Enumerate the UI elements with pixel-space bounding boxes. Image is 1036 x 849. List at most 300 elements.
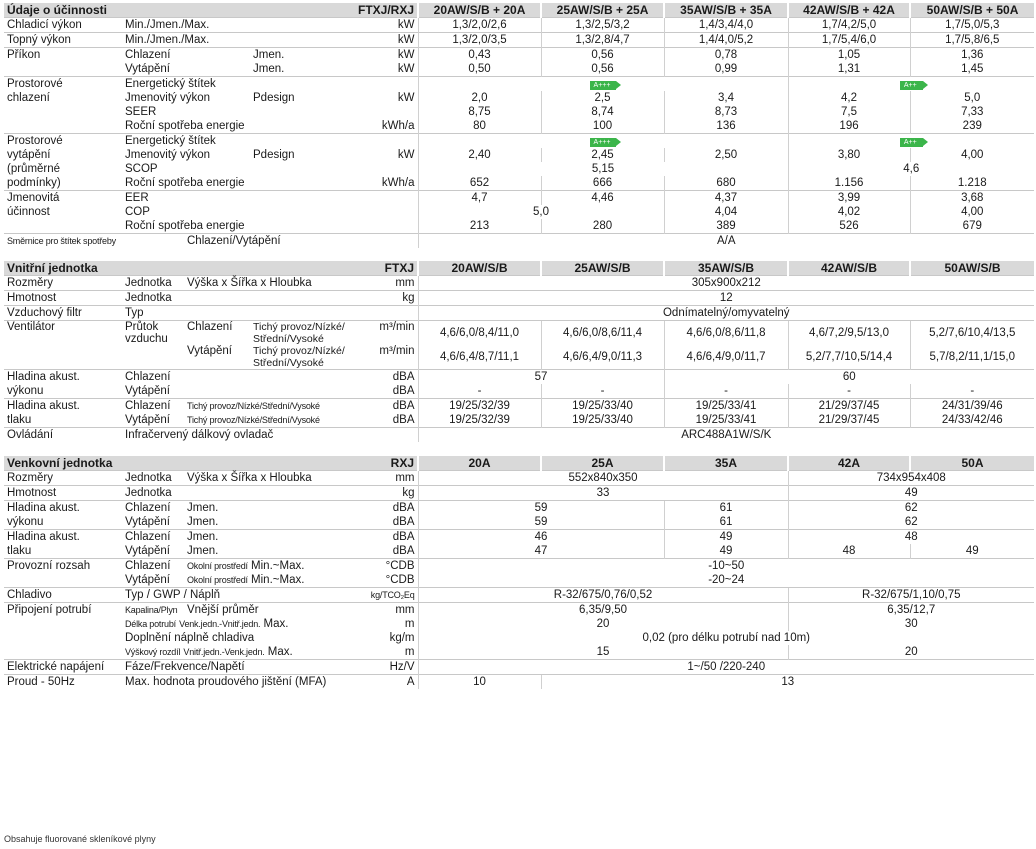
- cell: 1~/50 /220-240: [418, 659, 1034, 674]
- row-sub: Výškový rozdíl: [125, 646, 181, 657]
- row-label: účinnost: [7, 206, 50, 218]
- table-row: [4, 529, 1034, 544]
- row-label: Hladina akust.: [4, 500, 122, 515]
- cell: 48: [788, 529, 1034, 544]
- row-sub: Venk.jedn.-Vnitř.jedn.: [179, 618, 261, 629]
- cell: 0,56: [541, 48, 664, 63]
- table-row: [4, 77, 1034, 92]
- row-sub: Infračervený dálkový ovladač: [122, 428, 335, 443]
- cell: 0,43: [418, 48, 541, 63]
- unit: dBA: [335, 370, 418, 385]
- row-sub: [184, 558, 335, 573]
- energy-label-cell: [418, 134, 788, 149]
- row-label: Vzduchový filtr: [4, 306, 122, 321]
- cell: 100: [541, 119, 664, 134]
- row-sub: Vnitř.jedn.-Venk.jedn.: [183, 646, 265, 657]
- row-sub: Délka potrubí: [125, 618, 176, 629]
- cell: 4,6/6,0/8,6/11,4: [541, 321, 664, 346]
- cell: 5,2/7,6/10,4/13,5: [910, 321, 1034, 346]
- unit: kW: [397, 149, 415, 161]
- cell: 280: [541, 219, 664, 234]
- model-col: 35A: [664, 456, 788, 471]
- cell: 2,50: [664, 148, 788, 162]
- row-label: Prostorové: [4, 134, 122, 149]
- model-col: 42AW/S/B: [788, 261, 910, 276]
- row-sub: Střední/Vysoké: [253, 357, 324, 370]
- cell: A/A: [418, 234, 1034, 249]
- cell: R-32/675/0,76/0,52: [418, 587, 788, 602]
- row-sub: Kapalina/Plyn: [122, 602, 184, 617]
- unit: m: [404, 645, 415, 658]
- cell: 20: [418, 617, 788, 631]
- row-sub: COP: [125, 206, 150, 218]
- unit: dBA: [392, 515, 415, 528]
- cell: -20~24: [418, 573, 1034, 588]
- cell: 46: [418, 529, 664, 544]
- row-label: Proud - 50Hz: [4, 674, 122, 689]
- unit: A: [335, 674, 418, 689]
- cell: 62: [788, 500, 1034, 515]
- unit: Hz/V: [335, 659, 418, 674]
- model-col: 42A: [788, 456, 910, 471]
- cell: -: [418, 384, 541, 399]
- row-sub: Jednotka: [122, 470, 184, 485]
- row-sub: Max.: [263, 617, 289, 630]
- row-sub: Typ / GWP / Náplň: [122, 587, 335, 602]
- row-sub: Vytápění: [125, 385, 170, 398]
- cell: 4,6/6,4/9,0/11,7: [664, 345, 788, 370]
- cell: 4,7: [418, 191, 541, 206]
- cell: 8,73: [664, 105, 788, 119]
- energy-class-badge: A+++: [590, 81, 617, 90]
- cell: 679: [910, 219, 1034, 234]
- row-sub: Jmen.: [253, 63, 285, 75]
- cell: 1,4/4,0/5,2: [664, 33, 788, 48]
- cell: 49: [664, 544, 788, 559]
- cell: 60: [664, 370, 1034, 385]
- row-sub: Výška x Šířka x Hloubka: [184, 276, 335, 291]
- row-sub: [250, 345, 345, 370]
- row-label: Topný výkon: [4, 33, 122, 48]
- section-title: Venkovní jednotka: [4, 456, 335, 471]
- cell: 20: [788, 645, 1034, 660]
- cell: 2,45: [541, 148, 664, 162]
- row-label: Hmotnost: [4, 485, 122, 500]
- cell: 4,6/7,2/9,5/13,0: [788, 321, 910, 346]
- table-row: [4, 515, 1034, 530]
- unit: dBA: [335, 399, 418, 414]
- table-row: [4, 119, 1034, 134]
- unit: kW: [335, 18, 418, 33]
- unit: kW: [335, 33, 418, 48]
- cell: 48: [788, 544, 910, 559]
- cell: 6,35/9,50: [418, 602, 788, 617]
- table-row: [4, 645, 1034, 660]
- row-sub: Doplnění náplně chladiva: [125, 631, 255, 644]
- cell: -10~50: [418, 558, 1034, 573]
- cell: 4,00: [910, 205, 1034, 219]
- model-col: 20A: [418, 456, 541, 471]
- energy-class-badge: A++: [900, 138, 923, 147]
- cell: 1,05: [788, 48, 910, 63]
- cell: 1,3/2,0/2,6: [418, 18, 541, 33]
- cell: 5,2/7,7/10,5/14,4: [788, 345, 910, 370]
- row-sub: Roční spotřeba energie: [125, 120, 245, 132]
- cell: 3,68: [910, 191, 1034, 206]
- row-sub: Chlazení: [122, 370, 335, 385]
- cell: 59: [418, 515, 664, 530]
- row-label: vytápění: [7, 149, 51, 161]
- table-row: [4, 321, 1034, 346]
- row-label: Příkon: [4, 48, 122, 63]
- table-row: [4, 62, 1034, 77]
- cell: 7,33: [910, 105, 1034, 119]
- table-row: [4, 33, 1034, 48]
- table-row: [4, 191, 1034, 206]
- unit: m: [404, 617, 415, 630]
- cell: 0,56: [541, 62, 664, 77]
- cell: 47: [418, 544, 664, 559]
- energy-label-cell: [788, 134, 1034, 149]
- cell: 8,74: [541, 105, 664, 119]
- cell: 24/33/42/46: [910, 413, 1034, 428]
- cell: ARC488A1W/S/K: [418, 428, 1034, 443]
- row-sub: [122, 645, 335, 660]
- cell: 239: [910, 119, 1034, 134]
- row-sub: Tichý provoz/Nízké/Střední/Vysoké: [187, 415, 320, 426]
- cell: 4,6: [788, 162, 1034, 176]
- cell: 1.156: [788, 176, 910, 191]
- row-sub: EER: [122, 191, 335, 206]
- cell: 4,6/6,0/8,6/11,8: [664, 321, 788, 346]
- cell: 734x954x408: [788, 470, 1034, 485]
- table-row: [4, 384, 1034, 399]
- unit: °CDB: [385, 573, 415, 586]
- unit: dBA: [392, 385, 415, 398]
- model-code: RXJ: [335, 456, 418, 471]
- row-label: výkonu: [7, 385, 44, 398]
- row-sub: Min./Jmen./Max.: [122, 18, 335, 33]
- row-label: Prostorové: [4, 77, 122, 92]
- unit: °CDB: [335, 558, 418, 573]
- row-label: Ovládání: [4, 428, 122, 443]
- row-label: (průměrné: [7, 163, 61, 175]
- row-sub: Chlazení: [122, 399, 184, 414]
- cell: 2,40: [418, 148, 541, 162]
- row-sub: SEER: [125, 106, 157, 118]
- table-row: [4, 148, 1034, 162]
- cell: 5,15: [418, 162, 788, 176]
- cell: 33: [418, 485, 788, 500]
- cell: 49: [788, 485, 1034, 500]
- cell: 1,36: [910, 48, 1034, 63]
- model-col: 25AW/S/B: [541, 261, 664, 276]
- unit: dBA: [335, 529, 418, 544]
- table-row: [4, 659, 1034, 674]
- unit: kW: [397, 92, 415, 104]
- cell: 4,02: [788, 205, 910, 219]
- table-row: [4, 134, 1034, 149]
- row-sub: Pdesign: [253, 92, 295, 104]
- cell: 10: [418, 674, 541, 689]
- table-row: [4, 306, 1034, 321]
- row-sub: [250, 321, 345, 346]
- row-sub: Chlazení: [122, 48, 184, 63]
- cell: 652: [418, 176, 541, 191]
- cell: 7,5: [788, 105, 910, 119]
- row-sub: Roční spotřeba energie: [125, 220, 245, 232]
- cell: 1,3/2,5/3,2: [541, 18, 664, 33]
- row-sub: Vytápění: [125, 414, 170, 427]
- row-sub: Jednotka: [122, 291, 335, 306]
- table-row: [4, 602, 1034, 617]
- model-col: 25AW/S/B + 25A: [541, 3, 664, 18]
- table-row: [4, 399, 1034, 414]
- table-row: [4, 291, 1034, 306]
- row-label: Ventilátor: [4, 321, 122, 346]
- cell: 21/29/37/45: [788, 399, 910, 414]
- cell: 680: [664, 176, 788, 191]
- cell: 196: [788, 119, 910, 134]
- cell: 21/29/37/45: [788, 413, 910, 428]
- table-row: [4, 345, 1034, 370]
- cell: 4,00: [910, 148, 1034, 162]
- cell: -: [910, 384, 1034, 399]
- cell: 13: [541, 674, 1034, 689]
- cell: 49: [664, 529, 788, 544]
- model-col: 35AW/S/B + 35A: [664, 3, 788, 18]
- row-sub: Tichý provoz/Nízké/: [253, 345, 345, 358]
- energy-class-badge: A++: [900, 81, 923, 90]
- model-code: FTXJ/RXJ: [335, 3, 418, 18]
- cell: 305x900x212: [418, 276, 1034, 291]
- table-row: [4, 631, 1034, 645]
- unit: dBA: [392, 414, 415, 427]
- row-sub: Max.: [267, 645, 293, 658]
- cell: 4,6/6,0/8,4/11,0: [418, 321, 541, 346]
- row-sub: Tichý provoz/Nízké/: [253, 321, 345, 334]
- row-sub: Vytápění: [187, 345, 232, 358]
- row-label: Hladina akust.: [4, 399, 122, 414]
- row-sub: Pdesign: [253, 149, 295, 161]
- table-row: [4, 276, 1034, 291]
- cell: 5,0: [418, 205, 664, 219]
- unit: kg: [335, 485, 418, 500]
- row-sub: Jednotka: [122, 485, 335, 500]
- unit: kW: [397, 63, 415, 75]
- row-sub: Typ: [122, 306, 335, 321]
- unit: dBA: [392, 544, 415, 557]
- table-row: [4, 205, 1034, 219]
- spec-sheet: [4, 3, 1034, 689]
- row-sub: Jmen.: [187, 515, 219, 528]
- cell: 552x840x350: [418, 470, 788, 485]
- row-sub: Vytápění: [125, 544, 170, 557]
- unit: mm: [335, 470, 418, 485]
- row-sub: Min./Jmen./Max.: [122, 33, 335, 48]
- cell: 389: [664, 219, 788, 234]
- row-label: Hladina akust.: [4, 529, 122, 544]
- cell: 1,3/2,8/4,7: [541, 33, 664, 48]
- row-sub: Chlazení: [122, 500, 184, 515]
- row-label: Hladina akust.: [4, 370, 122, 385]
- model-col: 25A: [541, 456, 664, 471]
- cell: 4,6/6,4/8,7/11,1: [418, 345, 541, 370]
- row-label: Rozměry: [4, 276, 122, 291]
- row-sub: [184, 573, 335, 588]
- unit: kg/m: [389, 631, 415, 644]
- cell: 213: [418, 219, 541, 234]
- cell: 19/25/32/39: [418, 413, 541, 428]
- row-label: Připojení potrubí: [4, 602, 122, 617]
- cell: 3,80: [788, 148, 910, 162]
- cell: 19/25/33/40: [541, 413, 664, 428]
- unit: m³/min: [379, 345, 415, 358]
- section-title: Údaje o účinnosti: [4, 3, 335, 18]
- cell: 0,78: [664, 48, 788, 63]
- table-row: [4, 428, 1034, 443]
- row-label: Rozměry: [4, 470, 122, 485]
- section-title: Vnitřní jednotka: [4, 261, 335, 276]
- row-sub: Jmen.: [187, 544, 219, 557]
- row-sub: [122, 321, 184, 346]
- row-sub: Max. hodnota proudového jištění (MFA): [122, 674, 335, 689]
- table-row: [4, 485, 1034, 500]
- unit: kW: [335, 48, 418, 63]
- model-col: 50AW/S/B + 50A: [910, 3, 1034, 18]
- cell: R-32/675/1,10/0,75: [788, 587, 1034, 602]
- cell: 1,45: [910, 62, 1034, 77]
- row-label: tlaku: [7, 414, 32, 427]
- cell: 62: [788, 515, 1034, 530]
- table-row: [4, 500, 1034, 515]
- row-sub: Jmen.: [250, 48, 335, 63]
- cell: 19/25/32/39: [418, 399, 541, 414]
- cell: 1,4/3,4/4,0: [664, 18, 788, 33]
- unit: mm: [335, 276, 418, 291]
- table-row: [4, 234, 1034, 249]
- section-header-outdoor: [4, 456, 1034, 471]
- row-sub: Okolní prostředí: [187, 560, 248, 571]
- row-sub: Energetický štítek: [122, 77, 335, 92]
- row-label: výkonu: [7, 515, 44, 528]
- cell: 5,7/8,2/11,1/15,0: [910, 345, 1034, 370]
- model-col: 35AW/S/B: [664, 261, 788, 276]
- cell: 3,99: [788, 191, 910, 206]
- model-col: 50A: [910, 456, 1034, 471]
- table-row: [4, 18, 1034, 33]
- row-sub: Jmen.: [184, 500, 335, 515]
- cell: 4,37: [664, 191, 788, 206]
- unit: mm: [335, 602, 418, 617]
- cell: 1,7/5,4/6,0: [788, 33, 910, 48]
- model-col: 20AW/S/B + 20A: [418, 3, 541, 18]
- row-sub: Výška x Šířka x Hloubka: [184, 470, 335, 485]
- model-col: 20AW/S/B: [418, 261, 541, 276]
- cell: 49: [910, 544, 1034, 559]
- row-label: Provozní rozsah: [4, 558, 122, 573]
- cell: 5,0: [910, 91, 1034, 105]
- unit: kg/TCO₂Eq: [335, 587, 418, 602]
- row-sub: [122, 617, 335, 631]
- cell: Odnímatelný/omyvatelný: [418, 306, 1034, 321]
- row-sub: Tichý provoz/Nízké/Střední/Vysoké: [184, 399, 335, 414]
- cell: 3,4: [664, 91, 788, 105]
- row-label: Elektrické napájení: [4, 659, 122, 674]
- row-label: Chladivo: [4, 587, 122, 602]
- cell: 1,7/4,2/5,0: [788, 18, 910, 33]
- cell: 1,7/5,8/6,5: [910, 33, 1034, 48]
- row-sub: Střední/Vysoké: [253, 333, 324, 346]
- table-row: [4, 573, 1034, 588]
- row-sub: Vnější průměr: [184, 602, 335, 617]
- row-label: podmínky): [7, 177, 61, 189]
- model-col: 50AW/S/B: [910, 261, 1034, 276]
- cell: 6,35/12,7: [788, 602, 1034, 617]
- row-label: chlazení: [7, 92, 50, 104]
- cell: 1.218: [910, 176, 1034, 191]
- cell: 1,31: [788, 62, 910, 77]
- table-row: [4, 413, 1034, 428]
- cell: 4,2: [788, 91, 910, 105]
- table-row: [4, 48, 1034, 63]
- cell: 0,99: [664, 62, 788, 77]
- table-row: [4, 544, 1034, 559]
- cell: 136: [664, 119, 788, 134]
- row-label: Jmenovitá: [4, 191, 122, 206]
- footnote: Obsahuje fluorované skleníkové plyny: [4, 834, 156, 844]
- spec-table: [4, 3, 1034, 689]
- unit: kWh/a: [381, 120, 415, 132]
- row-sub: Energetický štítek: [122, 134, 335, 149]
- energy-label-cell: [418, 77, 788, 92]
- section-header-efficiency: [4, 3, 1034, 18]
- row-sub: Vytápění: [125, 63, 170, 75]
- energy-class-badge: A+++: [590, 138, 617, 147]
- model-code: FTXJ: [335, 261, 418, 276]
- cell: 80: [418, 119, 541, 134]
- cell: 8,75: [418, 105, 541, 119]
- cell: -: [788, 384, 910, 399]
- cell: 0,02 (pro délku potrubí nad 10m): [418, 631, 1034, 645]
- unit: kg: [335, 291, 418, 306]
- cell: 2,0: [418, 91, 541, 105]
- cell: 4,6/6,4/9,0/11,3: [541, 345, 664, 370]
- row-sub: Roční spotřeba energie: [125, 177, 245, 189]
- cell: 666: [541, 176, 664, 191]
- row-sub: Fáze/Frekvence/Napětí: [122, 659, 335, 674]
- row-sub: Chlazení: [184, 321, 250, 346]
- cell: 61: [664, 500, 788, 515]
- cell: 4,46: [541, 191, 664, 206]
- cell: 2,5: [541, 91, 664, 105]
- unit: kWh/a: [381, 177, 415, 189]
- row-sub: SCOP: [125, 163, 158, 175]
- row-sub: Min.~Max.: [251, 573, 305, 586]
- section-header-indoor: [4, 261, 1034, 276]
- cell: 19/25/33/40: [541, 399, 664, 414]
- row-label: Chladicí výkon: [4, 18, 122, 33]
- cell: -: [541, 384, 664, 399]
- cell: 61: [664, 515, 788, 530]
- row-sub: Jednotka: [122, 276, 184, 291]
- cell: 0,50: [418, 62, 541, 77]
- row-sub: Jmenovitý výkon: [125, 92, 211, 104]
- row-label: Směrnice pro štítek spotřeby: [4, 234, 184, 249]
- cell: 1,3/2,0/3,5: [418, 33, 541, 48]
- table-row: [4, 558, 1034, 573]
- unit: m³/min: [335, 321, 418, 346]
